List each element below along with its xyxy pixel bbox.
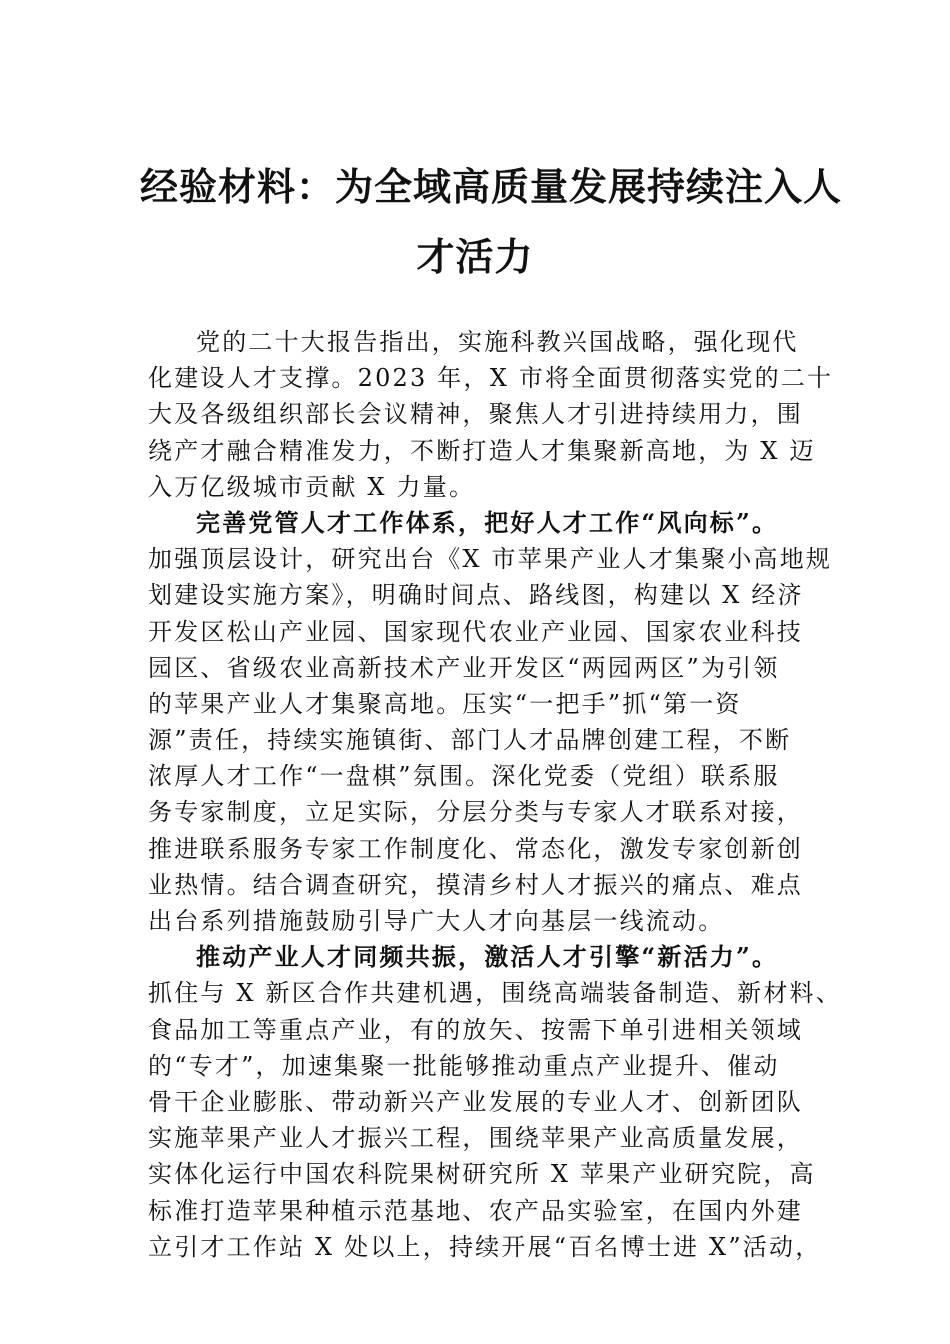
body-text-line: 业热情。结合调查研究，摸清乡村人才振兴的痛点、难点 (148, 870, 803, 899)
body-text-line: 立引才工作站 X 处以上，持续开展“百名博士进 X”活动， (148, 1232, 822, 1261)
body-text-line: 入万亿级城市贡献 X 力量。 (148, 472, 476, 501)
body-text-line: 加强顶层设计，研究出台《X 市苹果产业人才集聚小高地规 (148, 545, 833, 574)
document-body (148, 324, 842, 1265)
body-text-line: 的苹果产业人才集聚高地。压实“一把手”抓“第一资 (148, 689, 742, 718)
body-text-line: 实施苹果产业人才振兴工程，围绕苹果产业高质量发展， (148, 1124, 803, 1153)
body-text-line: 推进联系服务专家工作制度化、常态化，激发专家创新创 (148, 834, 803, 863)
document-title-line-1: 经验材料：为全域高质量发展持续注入人 (140, 164, 843, 209)
body-text-line: 实体化运行中国农科院果树研究所 X 苹果产业研究院，高 (148, 1160, 816, 1189)
body-text-line: 划建设实施方案》，明确时间点、路线图，构建以 X 经济 (148, 581, 804, 610)
body-text-line: 开发区松山产业园、国家现代农业产业园、国家农业科技 (148, 617, 803, 646)
body-text-line: 标准打造苹果种植示范基地、农产品实验室，在国内外建 (148, 1196, 803, 1225)
body-text-line: 绕产才融合精准发力，不断打造人才集聚新高地，为 X 迈 (148, 436, 816, 465)
document-title-line-2: 才活力 (416, 234, 534, 279)
body-text-line: 出台系列措施鼓励引导广大人才向基层一线流动。 (148, 907, 725, 935)
body-text-line: 骨干企业膨胀、带动新兴产业发展的专业人才、创新团队 (148, 1087, 803, 1116)
body-text-line: 浓厚人才工作“一盘棋”氛围。深化党委（党组）联系服 (148, 762, 780, 791)
body-text-line: 的“专才”，加速集聚一批能够推动重点产业提升、催动 (148, 1051, 780, 1080)
body-text-line: 务专家制度，立足实际，分层分类与专家人才联系对接， (148, 798, 803, 827)
section-heading-line: 推动产业人才同频共振，激活人才引擎“新活力”。 (196, 942, 779, 972)
section-heading-line: 完善党管人才工作体系，把好人才工作“风向标”。 (196, 507, 779, 537)
body-text-line: 大及各级组织部长会议精神，聚焦人才引进持续用力，围 (148, 400, 803, 429)
body-text-line: 食品加工等重点产业，有的放矢、按需下单引进相关领域 (148, 1015, 803, 1044)
body-text-line: 抓住与 X 新区合作共建机遇，围绕高端装备制造、新材料、 (148, 979, 842, 1008)
body-text-line: 化建设人才支撑。2023 年，X 市将全面贯彻落实党的二十 (148, 364, 834, 393)
body-text-line: 党的二十大报告指出，实施科教兴国战略，强化现代 (196, 328, 799, 356)
body-text-line: 园区、省级农业高新技术产业开发区“两园两区”为引领 (148, 653, 780, 682)
body-text-line: 源”责任，持续实施镇街、部门人才品牌创建工程，不断 (148, 726, 792, 755)
